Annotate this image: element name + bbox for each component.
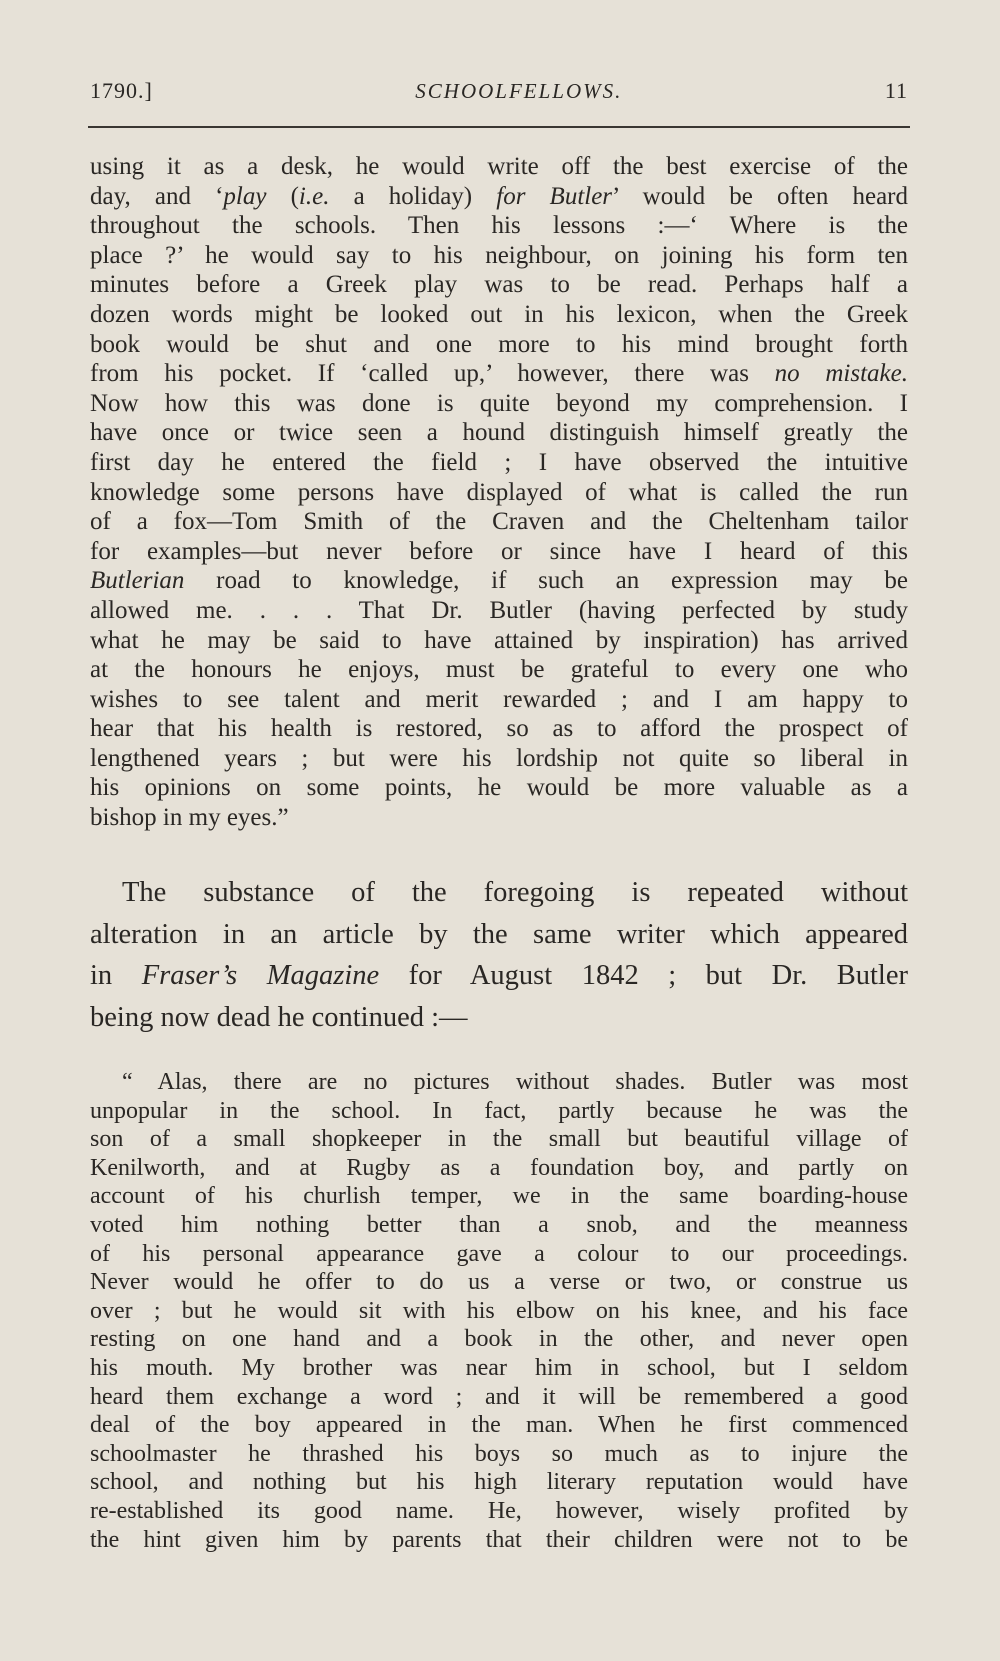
text-line: Butlerian road to knowledge, if such an expression may be: [90, 567, 908, 595]
text-line: minutes before a Greek play was to be read. Perhaps half a: [90, 271, 908, 299]
text-line: of a fox—Tom Smith of the Craven and the Cheltenham tailor: [90, 508, 908, 536]
text-line: over ; but he would sit with his elbow on his knee, and his face: [90, 1297, 908, 1324]
italic-text: i.e.: [298, 182, 330, 210]
text-line: using it as a desk, he would write off the best exercise of the: [90, 153, 908, 180]
text-line: Never would he offer to do us a verse or two, or construe us: [90, 1269, 908, 1296]
text-line: first day he entered the field ; I have observed the intuitive: [90, 448, 908, 476]
text-line: alteration in an article by the same writer which appeared: [90, 918, 908, 950]
text-line: day, and ‘play (i.e. a holiday) for Butler’ would be often heard: [90, 182, 908, 210]
text-line: lengthened years ; but were his lordship not quite so liberal in: [90, 744, 908, 772]
header-year: 1790.]: [90, 78, 153, 103]
text-line: what he may be said to have attained by inspiration) has arrived: [90, 626, 908, 654]
text-line: unpopular in the school. In fact, partly because he was the: [90, 1097, 908, 1124]
text-line: The substance of the foregoing is repeated without: [122, 877, 908, 908]
paragraph-commentary: [90, 872, 908, 1038]
text-line: bishop in my eyes.”: [90, 804, 289, 832]
text-line: allowed me. . . . That Dr. Butler (having perfected by study: [90, 596, 908, 624]
text-line: heard them exchange a word ; and it will be remembered a good: [90, 1383, 908, 1410]
text-line: being now dead he continued :—: [90, 1001, 468, 1033]
text-line: dozen words might be looked out in his lexicon, when the Greek: [90, 300, 908, 328]
text-line: for examples—but never before or since have I heard of this: [90, 537, 908, 565]
header-title: SCHOOLFELLOWS.: [415, 79, 623, 103]
text-line: in Fraser’s Magazine for August 1842 ; but Dr. Butler: [90, 960, 908, 991]
text-line: hear that his health is restored, so as to afford the prospect of: [90, 715, 908, 743]
text-line: book would be shut and one more to his mind brought forth: [90, 330, 908, 358]
text-line: voted him nothing better than a snob, and the meanness: [90, 1211, 908, 1238]
text-line: Kenilworth, and at Rugby as a foundation boy, and partly on: [90, 1154, 908, 1181]
text-line: wishes to see talent and merit rewarded ; and I am happy to: [90, 685, 908, 713]
text-line: deal of the boy appeared in the man. When he first commenced: [90, 1412, 908, 1439]
italic-text: Butlerian: [90, 567, 185, 595]
text-line: have once or twice seen a hound distinguish himself greatly the: [90, 419, 908, 447]
text-line: his mouth. My brother was near him in school, but I seldom: [90, 1354, 908, 1381]
text-line: schoolmaster he thrashed his boys so much as to injure the: [90, 1440, 908, 1467]
paragraph-quote-continued: [90, 152, 908, 833]
text-line: from his pocket. If ‘called up,’ however, there was no mistake.: [90, 360, 908, 388]
text-line: at the honours he enjoys, must be grateful to every one who: [90, 656, 908, 684]
text-line: of his personal appearance gave a colour to our proceedings.: [90, 1240, 908, 1267]
header-rule: [88, 126, 910, 128]
text-line: resting on one hand and a book in the other, and never open: [90, 1326, 908, 1353]
text-line: school, and nothing but his high literary reputation would have: [90, 1469, 908, 1496]
text-line: knowledge some persons have displayed of what is called the run: [90, 478, 908, 506]
italic-text: for Butler: [496, 182, 613, 210]
text-line: son of a small shopkeeper in the small but beautiful village of: [90, 1126, 908, 1153]
text-line: the hint given him by parents that their children were not to be: [90, 1526, 908, 1553]
running-header: [90, 78, 908, 112]
text-line: throughout the schools. Then his lessons :—‘ Where is the: [90, 212, 908, 240]
paragraph-quote: [90, 1068, 908, 1554]
italic-text: no mistake.: [774, 360, 908, 388]
italic-text: Fraser’s Magazine: [141, 960, 380, 991]
page-number: 11: [884, 78, 908, 103]
text-line: “ Alas, there are no pictures without shades. Butler was most: [122, 1069, 908, 1095]
text-line: account of his churlish temper, we in the same boarding-house: [90, 1183, 908, 1210]
italic-text: play: [223, 182, 267, 210]
text-line: Now how this was done is quite beyond my comprehension. I: [90, 389, 908, 417]
text-line: his opinions on some points, he would be more valuable as a: [90, 774, 908, 802]
text-line: place ?’ he would say to his neighbour, on joining his form ten: [90, 241, 908, 269]
text-line: re-established its good name. He, however, wisely profited by: [90, 1497, 908, 1524]
